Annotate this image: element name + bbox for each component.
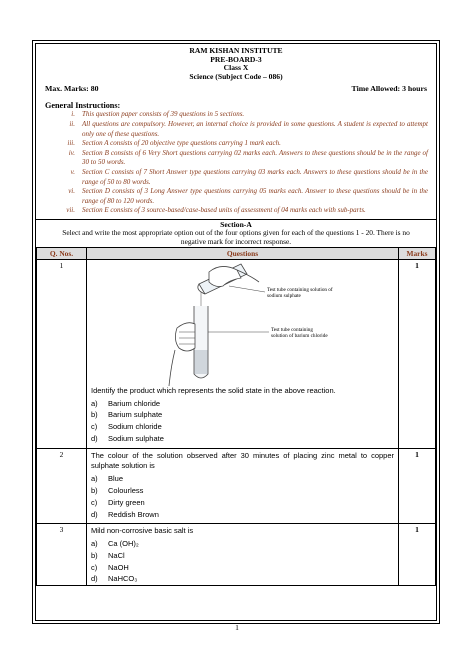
option-a: a) Blue (91, 474, 124, 484)
option-b: b) Colourless (91, 486, 144, 496)
instruction-item: vi. Section D consists of 3 Long Answer type questions carrying 05 marks each. Answer to these questions should be in the range of 80 to 120 words. (68, 187, 428, 205)
option-d: d) Sodium sulphate (91, 434, 164, 444)
instruction-item: i. This question paper consists of 39 questions in 5 sections. (71, 110, 245, 119)
exam-name: PRE-BOARD-3 (210, 54, 262, 64)
option-c: c) Dirty green (91, 497, 145, 507)
instruction-item: ii. All questions are compulsory. However, an internal choice is provided in some questions. A student is expected to attempt only one of these questions. (69, 119, 428, 138)
option-c: c) NaOH (91, 562, 129, 572)
question-number: 2 (37, 449, 87, 524)
option-b: b) NaCl (91, 550, 125, 560)
question-cell (87, 259, 399, 449)
instruction-item: v. Section C consists of 7 Short Answer type questions carrying 03 marks each. Answers to these questions should be in the range of 50 to 80 words. (70, 167, 428, 186)
figure-label-2: Test tube containing solution of barium chloride (271, 326, 328, 339)
question-marks: 1 (399, 259, 436, 449)
time-allowed: Time Allowed: 3 hours (351, 84, 427, 94)
instructions-title: General Instructions: (45, 101, 121, 111)
table-row (37, 523, 436, 586)
col-qno: Q. Nos. (37, 247, 87, 259)
institute-name: RAM KISHAN INSTITUTE (189, 46, 283, 55)
table-row (37, 449, 436, 524)
option-a: a) Barium chloride (91, 398, 161, 408)
option-c: c) Sodium chloride (91, 422, 162, 432)
instruction-item: iii. Section A consists of 20 objective type questions carrying 1 mark each. (67, 139, 281, 148)
option-d: d) NaHCO₃ (91, 574, 138, 584)
exam-meta (36, 84, 436, 93)
figure-label-1: Test tube containing solution of sodium sulphate (267, 286, 333, 299)
class-name: Class X (223, 63, 249, 73)
question-cell (87, 523, 399, 586)
table-row (37, 259, 436, 449)
question-stem: The colour of the solution observed after 30 minutes of placing zinc metal to copper sulphate solution is (91, 451, 394, 471)
page-border-inner (35, 43, 437, 621)
instruction-item: iv. Section B consists of 6 Very Short questions carrying 02 marks each. Answers to these questions should be in the range of 30 to 50 words. (68, 148, 428, 167)
option-b: b) Barium sulphate (91, 410, 163, 420)
question-marks: 1 (399, 523, 436, 586)
col-questions: Questions (87, 247, 399, 259)
option-d: d) Reddish Brown (91, 509, 159, 519)
question-marks: 1 (399, 449, 436, 524)
question-stem: Mild non-corrosive basic salt is (91, 525, 194, 535)
page-number: 1 (235, 623, 239, 632)
section-title: Section-A (220, 219, 252, 229)
questions-table (36, 247, 436, 587)
question-stem: Identify the product which represents the solid state in the above reaction. (91, 385, 336, 395)
section-a-header (36, 219, 436, 247)
option-a: a) Ca (OH)₂ (91, 538, 139, 548)
section-instruction: Select and write the most appropriate option out of the four options given for each of the questions 1 - 20. There is no negative mark for incorrect response. (62, 227, 410, 246)
instruction-item: vii. Section E consists of 3 source-based/case-based units of assessment of 04 marks each with sub-parts. (66, 206, 366, 215)
subject-name: Science (Subject Code – 086) (189, 71, 283, 81)
instructions-list (36, 110, 436, 216)
question-number: 3 (37, 523, 87, 586)
table-header-row (37, 247, 436, 259)
test-tube-figure (91, 262, 394, 386)
question-cell (87, 449, 399, 524)
col-marks: Marks (399, 247, 436, 259)
max-marks: Max. Marks: 80 (45, 84, 99, 94)
question-number: 1 (37, 259, 87, 449)
